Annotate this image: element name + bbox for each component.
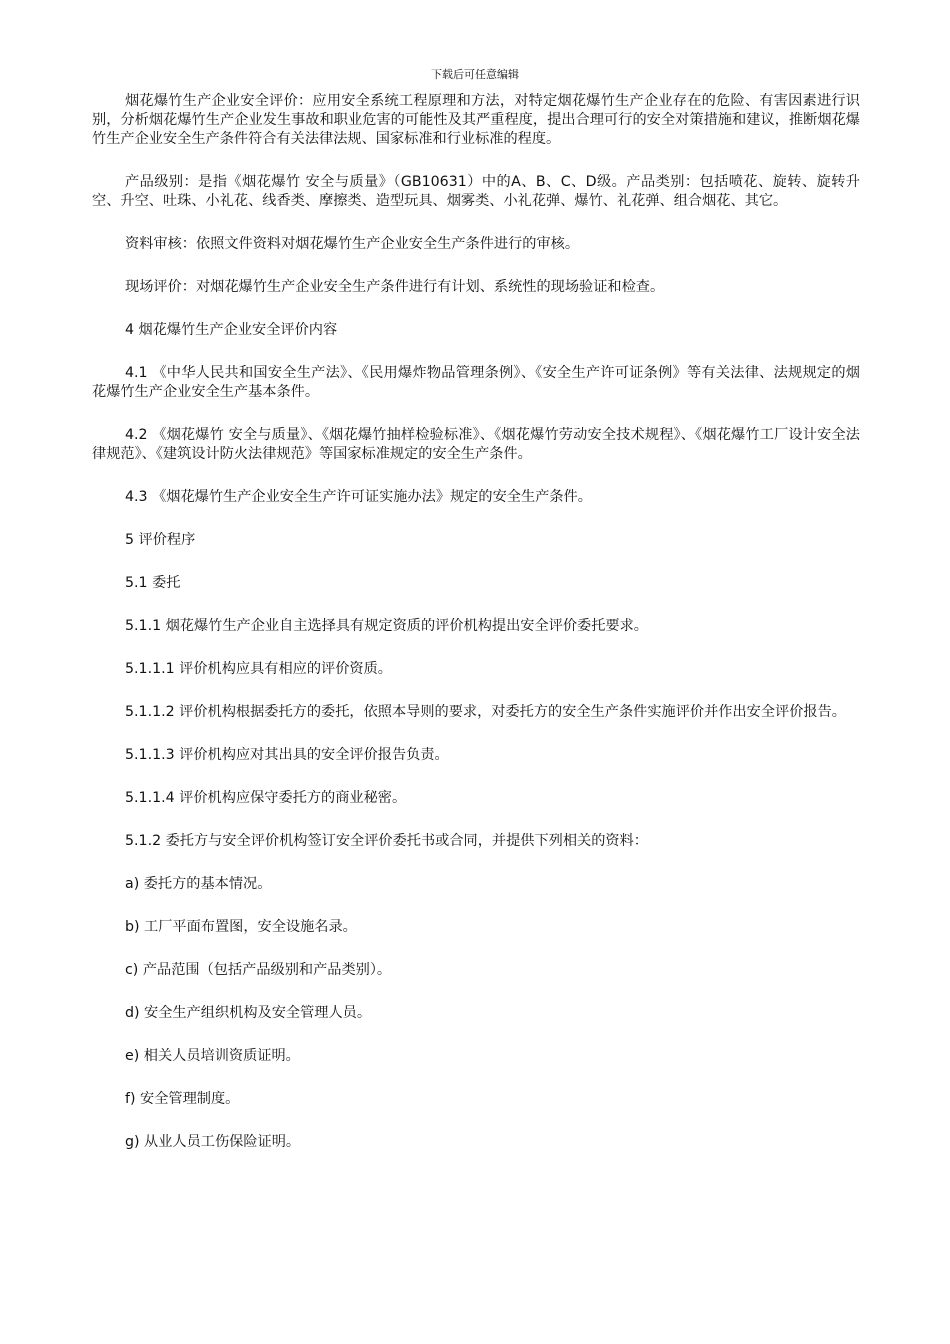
document-body	[92, 92, 860, 1176]
clause-4-3: 4.3 《烟花爆竹生产企业安全生产许可证实施办法》规定的安全生产条件。	[125, 489, 592, 505]
clause-5-1-1-2: 5.1.1.2 评价机构根据委托方的委托，依照本导则的要求，对委托方的安全生产条件实施评价并作出安全评价报告。	[125, 704, 846, 720]
paragraph-product-grade-definition: 产品级别：是指《烟花爆竹 安全与质量》（GB10631）中的A、B、C、D级。产品类别：包括喷花、旋转、旋转升空、升空、吐珠、小礼花、线香类、摩擦类、造型玩具、烟雾类、小礼花弹、爆竹、礼花弹、组合烟花、其它。	[92, 174, 860, 209]
clause-5-1: 5.1 委托	[125, 575, 181, 591]
clause-5-1-1: 5.1.1 烟花爆竹生产企业自主选择具有规定资质的评价机构提出安全评价委托要求。	[125, 618, 648, 634]
list-item-b: b) 工厂平面布置图，安全设施名录。	[125, 919, 357, 935]
clause-5-1-1-1: 5.1.1.1 评价机构应具有相应的评价资质。	[125, 661, 392, 677]
list-item-a: a) 委托方的基本情况。	[125, 876, 272, 892]
section-heading-4: 4 烟花爆竹生产企业安全评价内容	[125, 322, 338, 338]
clause-5-1-1-4: 5.1.1.4 评价机构应保守委托方的商业秘密。	[125, 790, 407, 806]
page-header-note: 下载后可任意编辑	[431, 68, 519, 81]
list-item-d: d) 安全生产组织机构及安全管理人员。	[125, 1005, 372, 1021]
list-item-c: c) 产品范围（包括产品级别和产品类别）。	[125, 962, 392, 978]
list-item-g: g) 从业人员工伤保险证明。	[125, 1134, 301, 1150]
list-item-e: e) 相关人员培训资质证明。	[125, 1048, 300, 1064]
paragraph-site-evaluation-definition: 现场评价：对烟花爆竹生产企业安全生产条件进行有计划、系统性的现场验证和检查。	[125, 279, 665, 295]
paragraph-document-review-definition: 资料审核：依照文件资料对烟花爆竹生产企业安全生产条件进行的审核。	[125, 236, 580, 252]
clause-4-1: 4.1 《中华人民共和国安全生产法》、《民用爆炸物品管理条例》、《安全生产许可证条例》等有关法律、法规规定的烟花爆竹生产企业安全生产基本条件。	[92, 365, 860, 400]
section-heading-5: 5 评价程序	[125, 532, 196, 548]
list-item-f: f) 安全管理制度。	[125, 1091, 240, 1107]
paragraph-safety-evaluation-definition: 烟花爆竹生产企业安全评价：应用安全系统工程原理和方法，对特定烟花爆竹生产企业存在的危险、有害因素进行识别，分析烟花爆竹生产企业发生事故和职业危害的可能性及其严重程度，提出合理可行的安全对策措施和建议，推断烟花爆竹生产企业安全生产条件符合有关法律法规、国家标准和行业标准的程度。	[92, 93, 860, 147]
clause-5-1-1-3: 5.1.1.3 评价机构应对其出具的安全评价报告负责。	[125, 747, 449, 763]
clause-5-1-2: 5.1.2 委托方与安全评价机构签订安全评价委托书或合同，并提供下列相关的资料：	[125, 833, 648, 849]
clause-4-2: 4.2 《烟花爆竹 安全与质量》、《烟花爆竹抽样检验标准》、《烟花爆竹劳动安全技术规程》、《烟花爆竹工厂设计安全法律规范》、《建筑设计防火法律规范》等国家标准规定的安全生产条件。	[92, 427, 860, 462]
